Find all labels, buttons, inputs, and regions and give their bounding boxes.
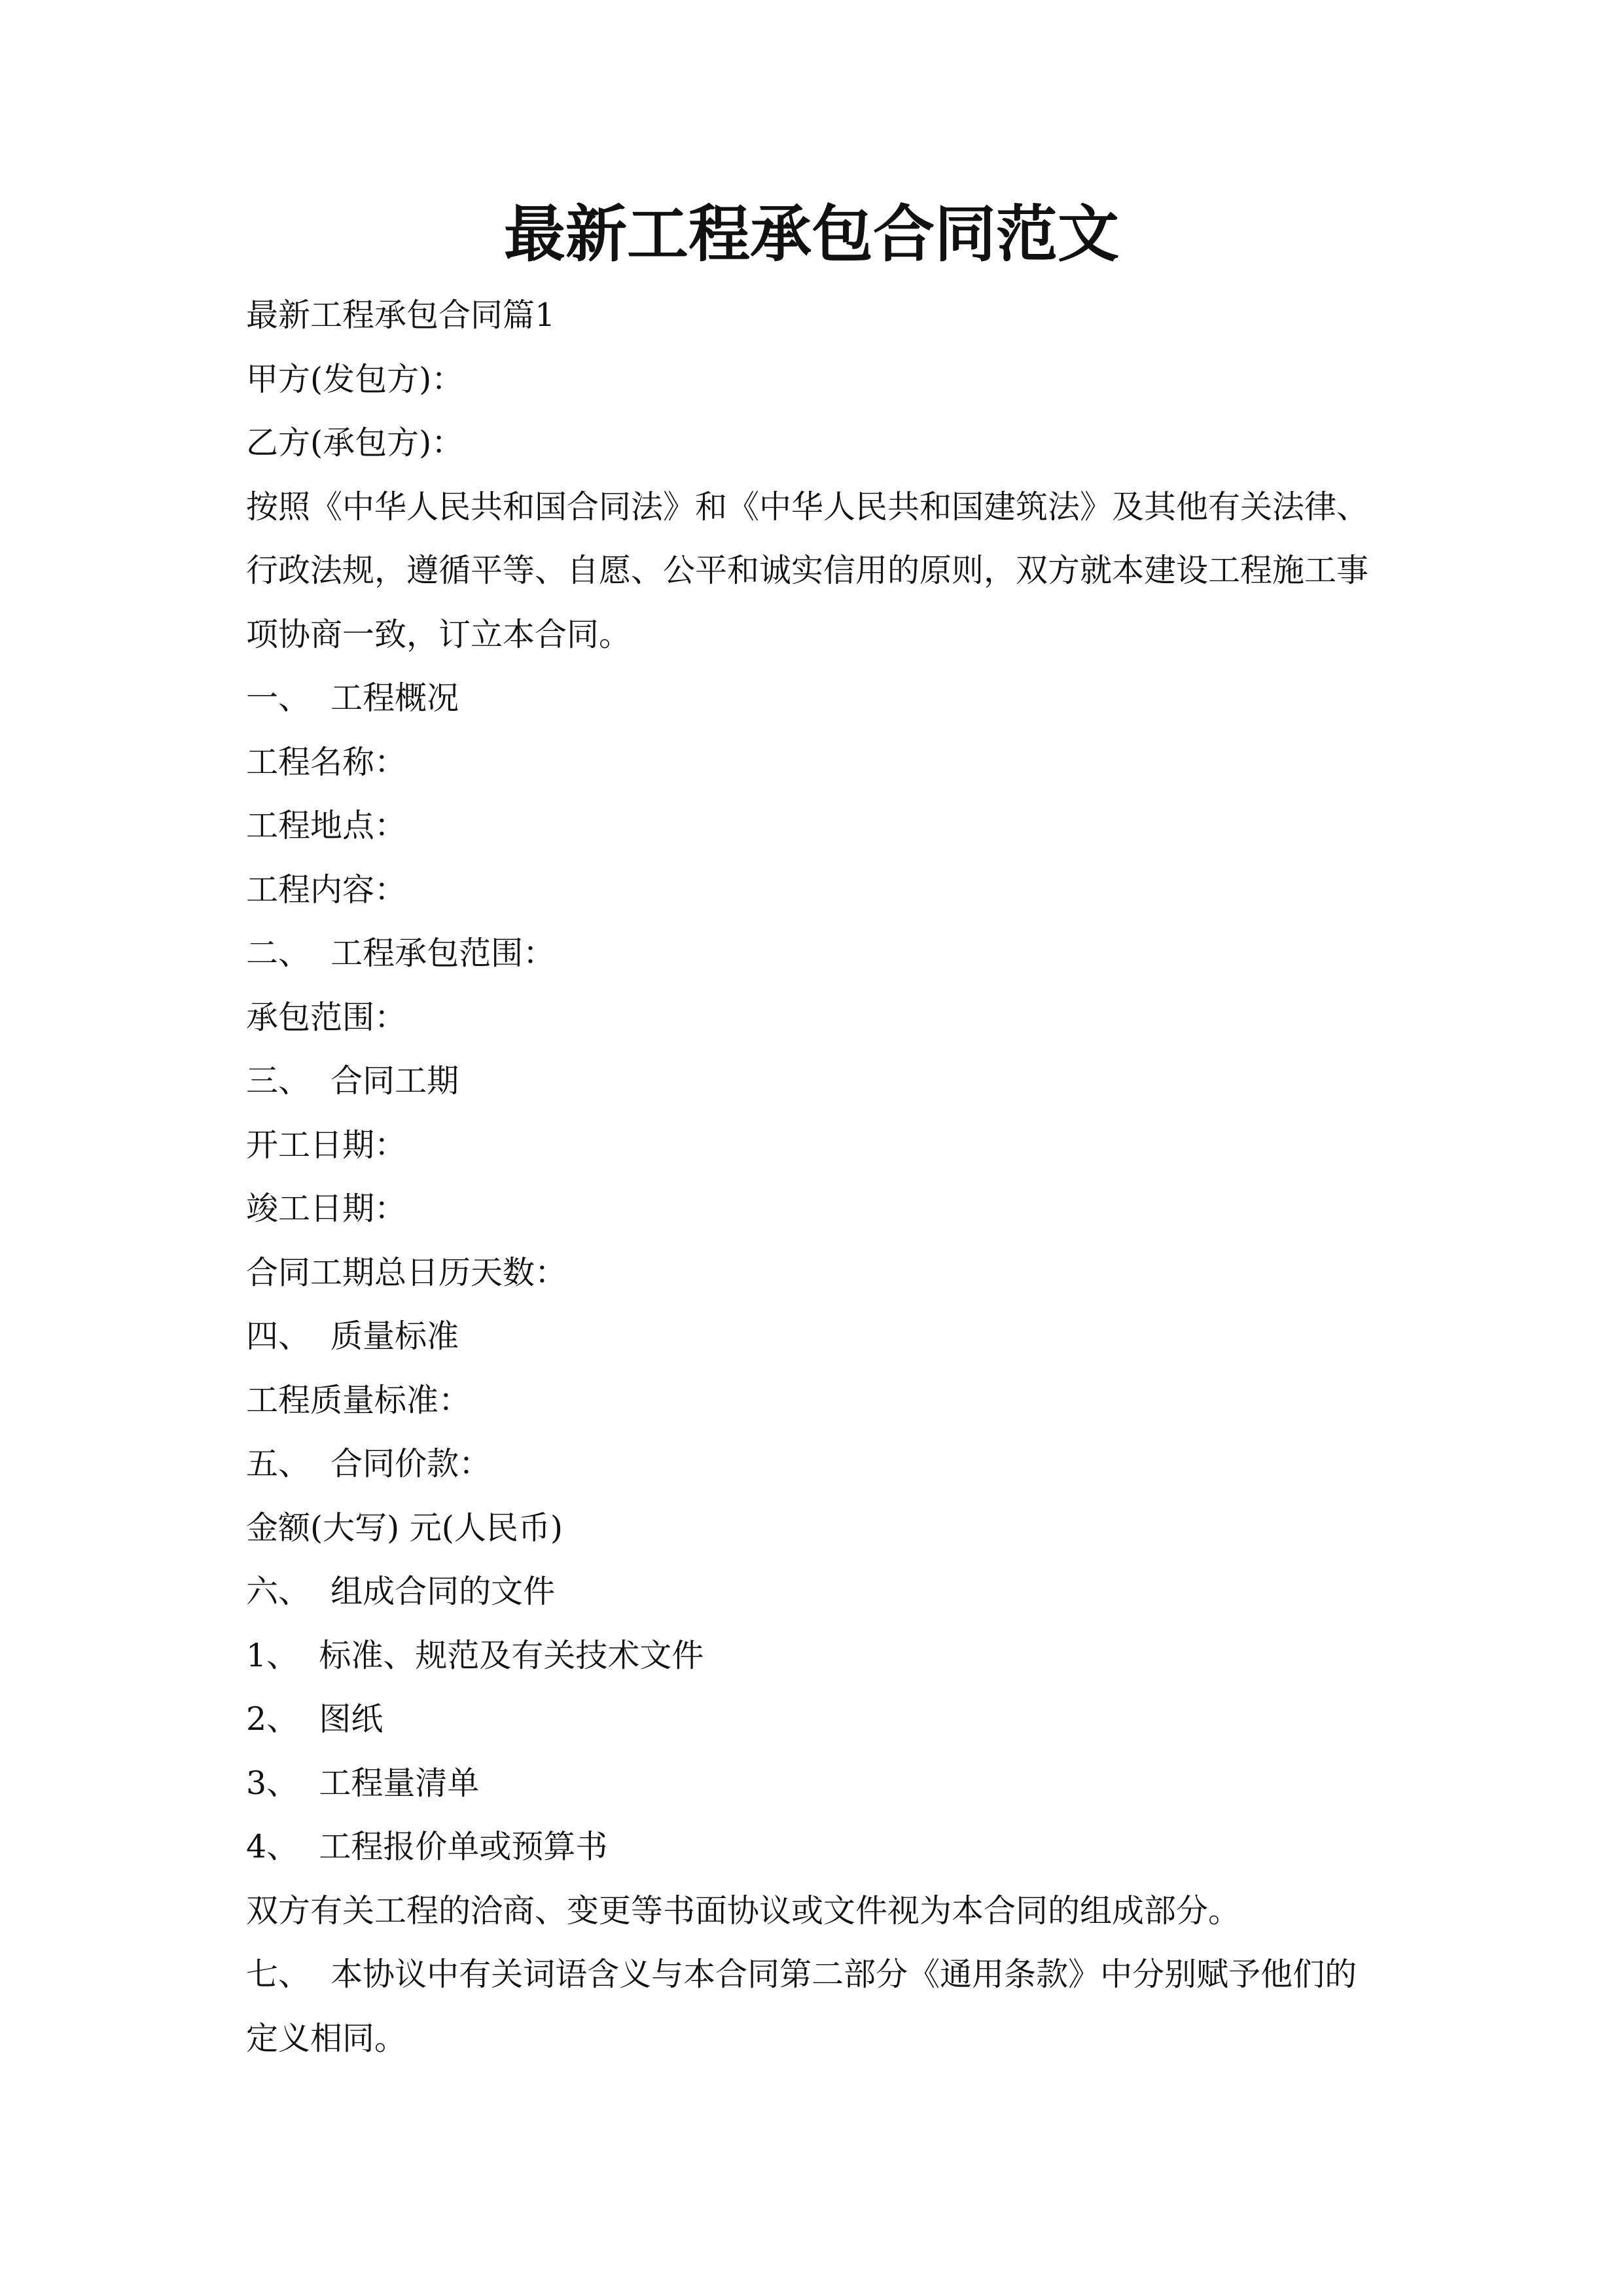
text-line: 3、 工程量清单: [246, 1764, 480, 1802]
text-line: 一、 工程概况: [246, 679, 459, 717]
text-line: 金额(大写) 元(人民币): [246, 1509, 563, 1547]
document-body: [246, 283, 1424, 2070]
text-line: 工程地点：: [246, 807, 407, 844]
text-line: 甲方(发包方)：: [246, 360, 464, 398]
text-line: 工程内容：: [246, 870, 407, 908]
text-line: 4、 工程报价单或预算书: [246, 1828, 608, 1865]
document-title: 最新工程承包合同范文: [503, 198, 1119, 270]
text-line: 最新工程承包合同篇1: [246, 296, 556, 334]
text-line: 六、 组成合同的文件: [246, 1573, 556, 1610]
text-line: 三、 合同工期: [246, 1062, 459, 1100]
text-line: 定义相同。: [246, 2019, 407, 2057]
text-line: 乙方(承包方)：: [246, 424, 464, 461]
text-line: 项协商一致，订立本合同。: [246, 615, 632, 653]
text-line: 双方有关工程的洽商、变更等书面协议或文件视为本合同的组成部分。: [246, 1892, 1241, 1929]
text-line: 工程名称：: [246, 743, 407, 781]
text-line: 七、 本协议中有关词语含义与本合同第二部分《通用条款》中分别赋予他们的: [246, 1956, 1357, 1993]
text-line: 四、 质量标准: [246, 1318, 459, 1355]
text-line: 开工日期：: [246, 1126, 407, 1164]
text-line: 按照《中华人民共和国合同法》和《中华人民共和国建筑法》及其他有关法律、: [246, 488, 1369, 526]
text-line: 1、 标准、规范及有关技术文件: [246, 1636, 704, 1674]
text-line: 行政法规，遵循平等、自愿、公平和诚实信用的原则，双方就本建设工程施工事: [246, 552, 1369, 589]
text-line: 五、 合同价款：: [246, 1445, 491, 1482]
text-line: 承包范围：: [246, 998, 407, 1036]
text-line: 2、 图纸: [246, 1700, 383, 1738]
text-line: 二、 工程承包范围：: [246, 935, 556, 972]
text-line: 竣工日期：: [246, 1190, 407, 1227]
text-line: 合同工期总日历天数：: [246, 1253, 567, 1291]
text-line: 工程质量标准：: [246, 1381, 471, 1419]
